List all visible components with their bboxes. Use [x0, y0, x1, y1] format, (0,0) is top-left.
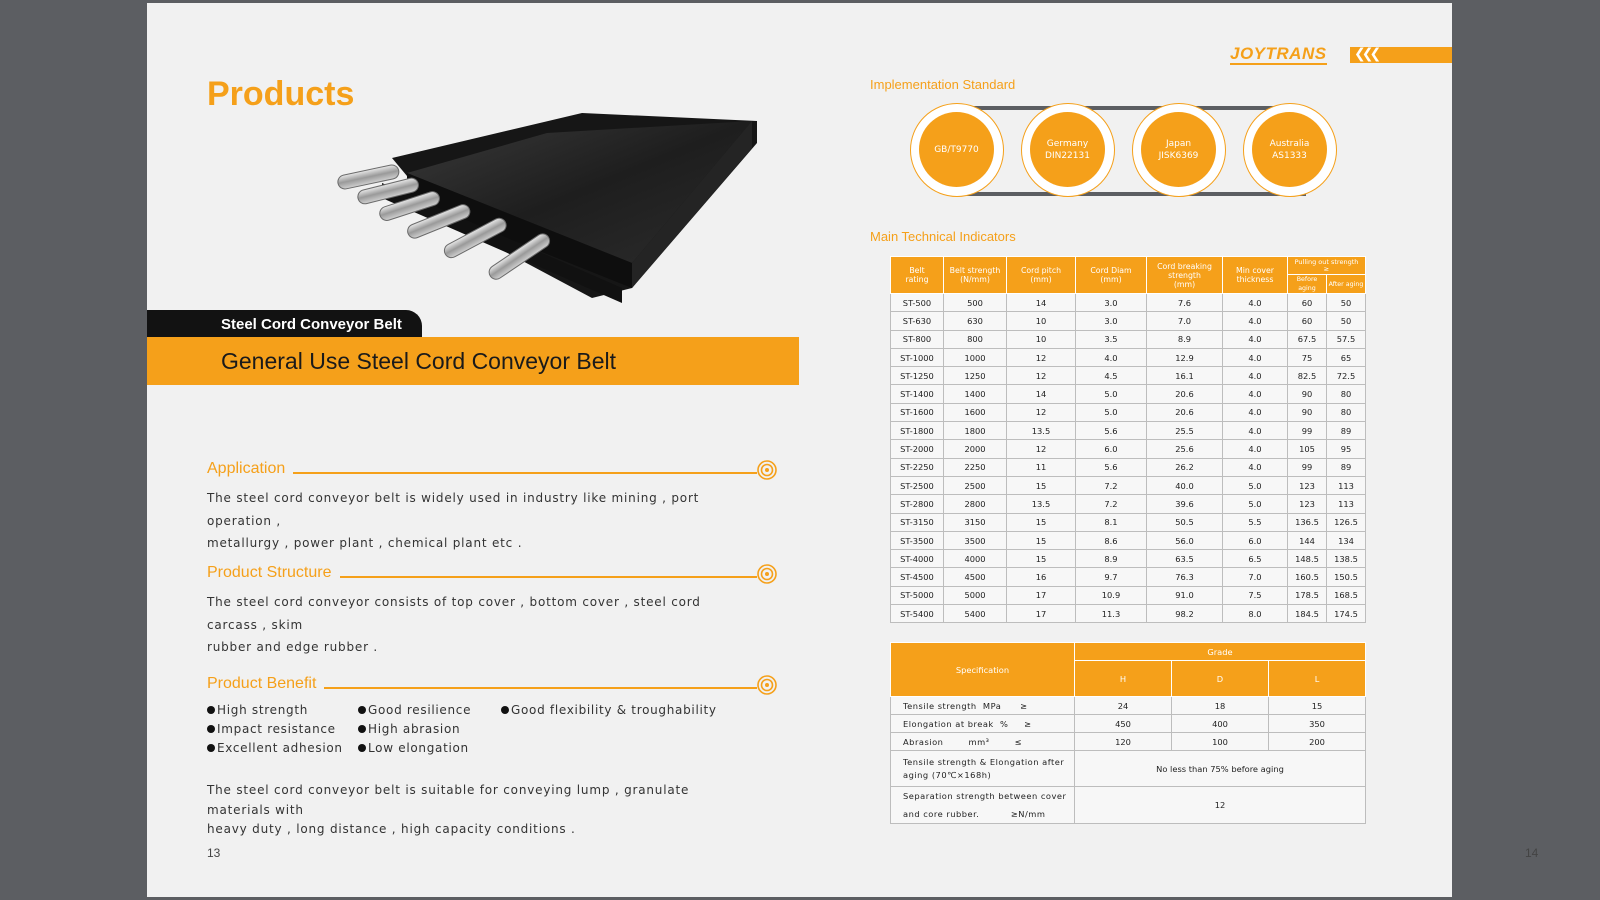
value-cell: 50: [1327, 312, 1366, 330]
value-cell: 89: [1327, 458, 1366, 476]
value-cell: 200: [1269, 733, 1366, 751]
value-cell: 4.5: [1076, 367, 1147, 385]
table-row: [891, 787, 1366, 824]
text-line: metallurgy , power plant , chemical plant etc .: [207, 536, 523, 550]
belt-rating-cell: ST-4500: [891, 568, 944, 586]
value-cell: 123: [1288, 476, 1327, 494]
value-cell: 113: [1327, 495, 1366, 513]
value-cell: 7.0: [1223, 568, 1288, 586]
benefit-item: Good flexibility & troughability: [501, 703, 717, 717]
value-cell: 25.5: [1147, 422, 1223, 440]
value-cell: 7.5: [1223, 586, 1288, 604]
benefit-heading: [207, 674, 777, 698]
bullet-icon: [358, 725, 366, 733]
value-cell: 11.3: [1076, 605, 1147, 623]
value-cell: 4.0: [1223, 367, 1288, 385]
text-line: The steel cord conveyor belt is widely used in industry like mining , port operation ,: [207, 491, 700, 528]
value-cell: 3.0: [1076, 294, 1147, 312]
value-cell: 2500: [944, 476, 1007, 494]
table-row: [891, 385, 1366, 403]
value-cell: 80: [1327, 403, 1366, 421]
spiral-icon: [757, 564, 777, 584]
value-cell: 82.5: [1288, 367, 1327, 385]
value-cell: 5.0: [1223, 476, 1288, 494]
value-cell: 105: [1288, 440, 1327, 458]
belt-rating-cell: ST-2800: [891, 495, 944, 513]
value-cell: 99: [1288, 422, 1327, 440]
value-cell: 50: [1327, 294, 1366, 312]
value-cell: 7.6: [1147, 294, 1223, 312]
page-number: 14: [1525, 846, 1539, 860]
value-cell: 350: [1269, 715, 1366, 733]
value-cell: 16: [1007, 568, 1076, 586]
column-header: D: [1172, 661, 1269, 697]
value-cell: 5.5: [1223, 513, 1288, 531]
column-header: Before aging: [1288, 275, 1327, 294]
value-cell: 72.5: [1327, 367, 1366, 385]
table-row: [891, 348, 1366, 366]
implementation-standard-heading: Implementation Standard: [870, 77, 1016, 92]
text-line: The steel cord conveyor consists of top cover , bottom cover , steel cord carcass , skim: [207, 595, 701, 632]
table-row: [891, 312, 1366, 330]
value-cell: 4.0: [1223, 440, 1288, 458]
column-header: Specification: [891, 643, 1075, 697]
connector-bar: [950, 106, 1306, 110]
value-cell: 8.6: [1076, 531, 1147, 549]
belt-rating-cell: ST-3150: [891, 513, 944, 531]
value-cell: 400: [1172, 715, 1269, 733]
column-header: L: [1269, 661, 1366, 697]
value-cell: 4.0: [1223, 385, 1288, 403]
column-header: Belt strength (N/mm): [944, 257, 1007, 294]
value-cell: 99: [1288, 458, 1327, 476]
belt-rating-cell: ST-5000: [891, 586, 944, 604]
left-page: [147, 3, 802, 897]
value-cell: 5400: [944, 605, 1007, 623]
value-cell: 20.6: [1147, 403, 1223, 421]
value-cell: 3.5: [1076, 330, 1147, 348]
page-number: 13: [207, 846, 221, 860]
value-cell: 12: [1007, 403, 1076, 421]
standards-row: [910, 103, 1346, 199]
column-header: Pulling out strength ≥: [1288, 257, 1366, 275]
spec-cell: Elongation at break % ≥: [891, 715, 1075, 733]
table-row: [891, 531, 1366, 549]
value-cell: 90: [1288, 403, 1327, 421]
text-line: The steel cord conveyor belt is suitable for conveying lump , granulate materials with: [207, 783, 690, 817]
value-cell: 5.6: [1076, 422, 1147, 440]
bullet-icon: [358, 706, 366, 714]
value-cell: 5.6: [1076, 458, 1147, 476]
value-cell: 178.5: [1288, 586, 1327, 604]
value-cell: 4.0: [1223, 330, 1288, 348]
value-cell: 450: [1075, 715, 1172, 733]
value-cell: 91.0: [1147, 586, 1223, 604]
page-title: Products: [207, 75, 355, 113]
benefit-item: Impact resistance: [207, 722, 336, 736]
value-cell: 6.5: [1223, 550, 1288, 568]
belt-rating-cell: ST-4000: [891, 550, 944, 568]
value-cell: 40.0: [1147, 476, 1223, 494]
column-header: Cord Diam (mm): [1076, 257, 1147, 294]
value-cell: 150.5: [1327, 568, 1366, 586]
value-cell: 7.2: [1076, 476, 1147, 494]
value-cell: 14: [1007, 385, 1076, 403]
column-header: Belt rating: [891, 257, 944, 294]
column-header: After aging: [1327, 275, 1366, 294]
value-cell: 4.0: [1223, 403, 1288, 421]
belt-rating-cell: ST-2250: [891, 458, 944, 476]
value-cell: 134: [1327, 531, 1366, 549]
table-row: [891, 476, 1366, 494]
spiral-icon: [757, 675, 777, 695]
value-cell: 57.5: [1327, 330, 1366, 348]
section-title: Product Structure: [207, 563, 340, 583]
value-cell: 24: [1075, 697, 1172, 715]
spec-cell: Separation strength between cover and core rubber. ≥N/mm: [891, 787, 1075, 824]
table-row: [891, 367, 1366, 385]
value-cell: 8.9: [1076, 550, 1147, 568]
value-cell: 10.9: [1076, 586, 1147, 604]
brand-logo: [1230, 45, 1452, 67]
belt-rating-cell: ST-1600: [891, 403, 944, 421]
value-cell: 123: [1288, 495, 1327, 513]
value-cell: 6.0: [1223, 531, 1288, 549]
value-cell: 2000: [944, 440, 1007, 458]
table-row: [891, 550, 1366, 568]
application-heading: [207, 459, 777, 483]
table-row: [891, 440, 1366, 458]
value-cell: 3.0: [1076, 312, 1147, 330]
belt-rating-cell: ST-1400: [891, 385, 944, 403]
value-cell: 17: [1007, 586, 1076, 604]
value-cell: 5000: [944, 586, 1007, 604]
benefit-item: High abrasion: [358, 722, 460, 736]
value-cell: 89: [1327, 422, 1366, 440]
value-cell: 5.0: [1076, 403, 1147, 421]
table-row: [891, 458, 1366, 476]
benefit-item: Good resilience: [358, 703, 471, 717]
grade-table: [890, 642, 1366, 824]
value-cell: 4.0: [1223, 294, 1288, 312]
value-cell: 1000: [944, 348, 1007, 366]
belt-rating-cell: ST-1250: [891, 367, 944, 385]
benefit-closing-text: [207, 781, 727, 840]
value-cell: 4500: [944, 568, 1007, 586]
application-text: [207, 487, 727, 555]
table-row: [891, 605, 1366, 623]
value-cell: 184.5: [1288, 605, 1327, 623]
belt-rating-cell: ST-630: [891, 312, 944, 330]
value-cell: 76.3: [1147, 568, 1223, 586]
value-cell: 12: [1075, 787, 1366, 824]
value-cell: 14: [1007, 294, 1076, 312]
table-row: [891, 586, 1366, 604]
column-header: H: [1075, 661, 1172, 697]
bullet-icon: [207, 725, 215, 733]
value-cell: 15: [1007, 476, 1076, 494]
value-cell: 12.9: [1147, 348, 1223, 366]
conveyor-belt-image: [332, 103, 802, 318]
value-cell: 500: [944, 294, 1007, 312]
value-cell: No less than 75% before aging: [1075, 751, 1366, 787]
value-cell: 10: [1007, 330, 1076, 348]
value-cell: 1600: [944, 403, 1007, 421]
spec-cell: Tensile strength & Elongation after aging (70℃×168h): [891, 751, 1075, 787]
value-cell: 630: [944, 312, 1007, 330]
value-cell: 160.5: [1288, 568, 1327, 586]
value-cell: 7.0: [1147, 312, 1223, 330]
table-row: [891, 422, 1366, 440]
value-cell: 138.5: [1327, 550, 1366, 568]
table-row: [891, 733, 1366, 751]
column-header: Min cover thickness: [1223, 257, 1288, 294]
value-cell: 26.2: [1147, 458, 1223, 476]
table-row: [891, 330, 1366, 348]
value-cell: 11: [1007, 458, 1076, 476]
spiral-icon: [757, 460, 777, 480]
value-cell: 10: [1007, 312, 1076, 330]
value-cell: 75: [1288, 348, 1327, 366]
value-cell: 5.0: [1223, 495, 1288, 513]
value-cell: 1800: [944, 422, 1007, 440]
value-cell: 60: [1288, 312, 1327, 330]
standard-badge: GB/T9770: [910, 103, 1004, 197]
value-cell: 25.6: [1147, 440, 1223, 458]
table-row: [891, 513, 1366, 531]
value-cell: 15: [1007, 513, 1076, 531]
value-cell: 4.0: [1076, 348, 1147, 366]
value-cell: 120: [1075, 733, 1172, 751]
bullet-icon: [501, 706, 509, 714]
value-cell: 174.5: [1327, 605, 1366, 623]
value-cell: 136.5: [1288, 513, 1327, 531]
belt-rating-cell: ST-500: [891, 294, 944, 312]
standard-badge: Japan JISK6369: [1132, 103, 1226, 197]
value-cell: 4000: [944, 550, 1007, 568]
technical-indicators-heading: Main Technical Indicators: [870, 229, 1016, 244]
bullet-icon: [207, 744, 215, 752]
value-cell: 80: [1327, 385, 1366, 403]
value-cell: 15: [1007, 531, 1076, 549]
value-cell: 8.0: [1223, 605, 1288, 623]
table-row: [891, 403, 1366, 421]
table-row: [891, 495, 1366, 513]
value-cell: 8.9: [1147, 330, 1223, 348]
value-cell: 8.1: [1076, 513, 1147, 531]
value-cell: 113: [1327, 476, 1366, 494]
column-header: Grade: [1075, 643, 1366, 661]
value-cell: 4.0: [1223, 348, 1288, 366]
belt-rating-cell: ST-3500: [891, 531, 944, 549]
bullet-icon: [207, 706, 215, 714]
value-cell: 144: [1288, 531, 1327, 549]
value-cell: 5.0: [1076, 385, 1147, 403]
value-cell: 90: [1288, 385, 1327, 403]
technical-indicators-table: [890, 256, 1366, 623]
belt-rating-cell: ST-2500: [891, 476, 944, 494]
value-cell: 3500: [944, 531, 1007, 549]
value-cell: 18: [1172, 697, 1269, 715]
value-cell: 2250: [944, 458, 1007, 476]
benefit-item: High strength: [207, 703, 308, 717]
benefit-item: Low elongation: [358, 741, 469, 755]
spec-cell: Abrasion mm³ ≤: [891, 733, 1075, 751]
belt-rating-cell: ST-1800: [891, 422, 944, 440]
standard-badge: Australia AS1333: [1243, 103, 1337, 197]
value-cell: 2800: [944, 495, 1007, 513]
product-category-label: Steel Cord Conveyor Belt: [147, 310, 422, 340]
belt-rating-cell: ST-2000: [891, 440, 944, 458]
value-cell: 126.5: [1327, 513, 1366, 531]
column-header: Cord breaking strength (mm): [1147, 257, 1223, 294]
belt-rating-cell: ST-5400: [891, 605, 944, 623]
value-cell: 15: [1269, 697, 1366, 715]
value-cell: 56.0: [1147, 531, 1223, 549]
connector-bar: [950, 192, 1306, 196]
bullet-icon: [358, 744, 366, 752]
value-cell: 12: [1007, 367, 1076, 385]
standard-badge: Germany DIN22131: [1021, 103, 1115, 197]
spec-cell: Tensile strength MPa ≥: [891, 697, 1075, 715]
value-cell: 100: [1172, 733, 1269, 751]
text-line: rubber and edge rubber .: [207, 640, 379, 654]
value-cell: 16.1: [1147, 367, 1223, 385]
table-row: [891, 568, 1366, 586]
logo-wordmark: JOYTRANS: [1230, 44, 1327, 63]
value-cell: 98.2: [1147, 605, 1223, 623]
value-cell: 800: [944, 330, 1007, 348]
value-cell: 39.6: [1147, 495, 1223, 513]
value-cell: 148.5: [1288, 550, 1327, 568]
section-title: Application: [207, 459, 293, 479]
text-line: heavy duty , long distance , high capacity conditions .: [207, 822, 576, 836]
value-cell: 95: [1327, 440, 1366, 458]
value-cell: 4.0: [1223, 422, 1288, 440]
table-row: [891, 715, 1366, 733]
value-cell: 1400: [944, 385, 1007, 403]
value-cell: 13.5: [1007, 422, 1076, 440]
column-header: Cord pitch (mm): [1007, 257, 1076, 294]
value-cell: 168.5: [1327, 586, 1366, 604]
value-cell: 63.5: [1147, 550, 1223, 568]
value-cell: 9.7: [1076, 568, 1147, 586]
value-cell: 3150: [944, 513, 1007, 531]
value-cell: 7.2: [1076, 495, 1147, 513]
value-cell: 4.0: [1223, 312, 1288, 330]
value-cell: 17: [1007, 605, 1076, 623]
value-cell: 50.5: [1147, 513, 1223, 531]
value-cell: 12: [1007, 440, 1076, 458]
belt-rating-cell: ST-1000: [891, 348, 944, 366]
chevron-left-icon: ❮❮❮: [1354, 46, 1378, 62]
value-cell: 65: [1327, 348, 1366, 366]
value-cell: 67.5: [1288, 330, 1327, 348]
section-title: Product Benefit: [207, 674, 324, 694]
value-cell: 6.0: [1076, 440, 1147, 458]
value-cell: 20.6: [1147, 385, 1223, 403]
value-cell: 60: [1288, 294, 1327, 312]
structure-heading: [207, 563, 777, 587]
value-cell: 13.5: [1007, 495, 1076, 513]
structure-text: [207, 591, 727, 659]
value-cell: 4.0: [1223, 458, 1288, 476]
value-cell: 15: [1007, 550, 1076, 568]
benefit-item: Excellent adhesion: [207, 741, 343, 755]
table-row: [891, 751, 1366, 787]
belt-rating-cell: ST-800: [891, 330, 944, 348]
table-row: [891, 697, 1366, 715]
value-cell: 12: [1007, 348, 1076, 366]
table-row: [891, 294, 1366, 312]
value-cell: 1250: [944, 367, 1007, 385]
product-name-banner: General Use Steel Cord Conveyor Belt: [147, 337, 799, 385]
